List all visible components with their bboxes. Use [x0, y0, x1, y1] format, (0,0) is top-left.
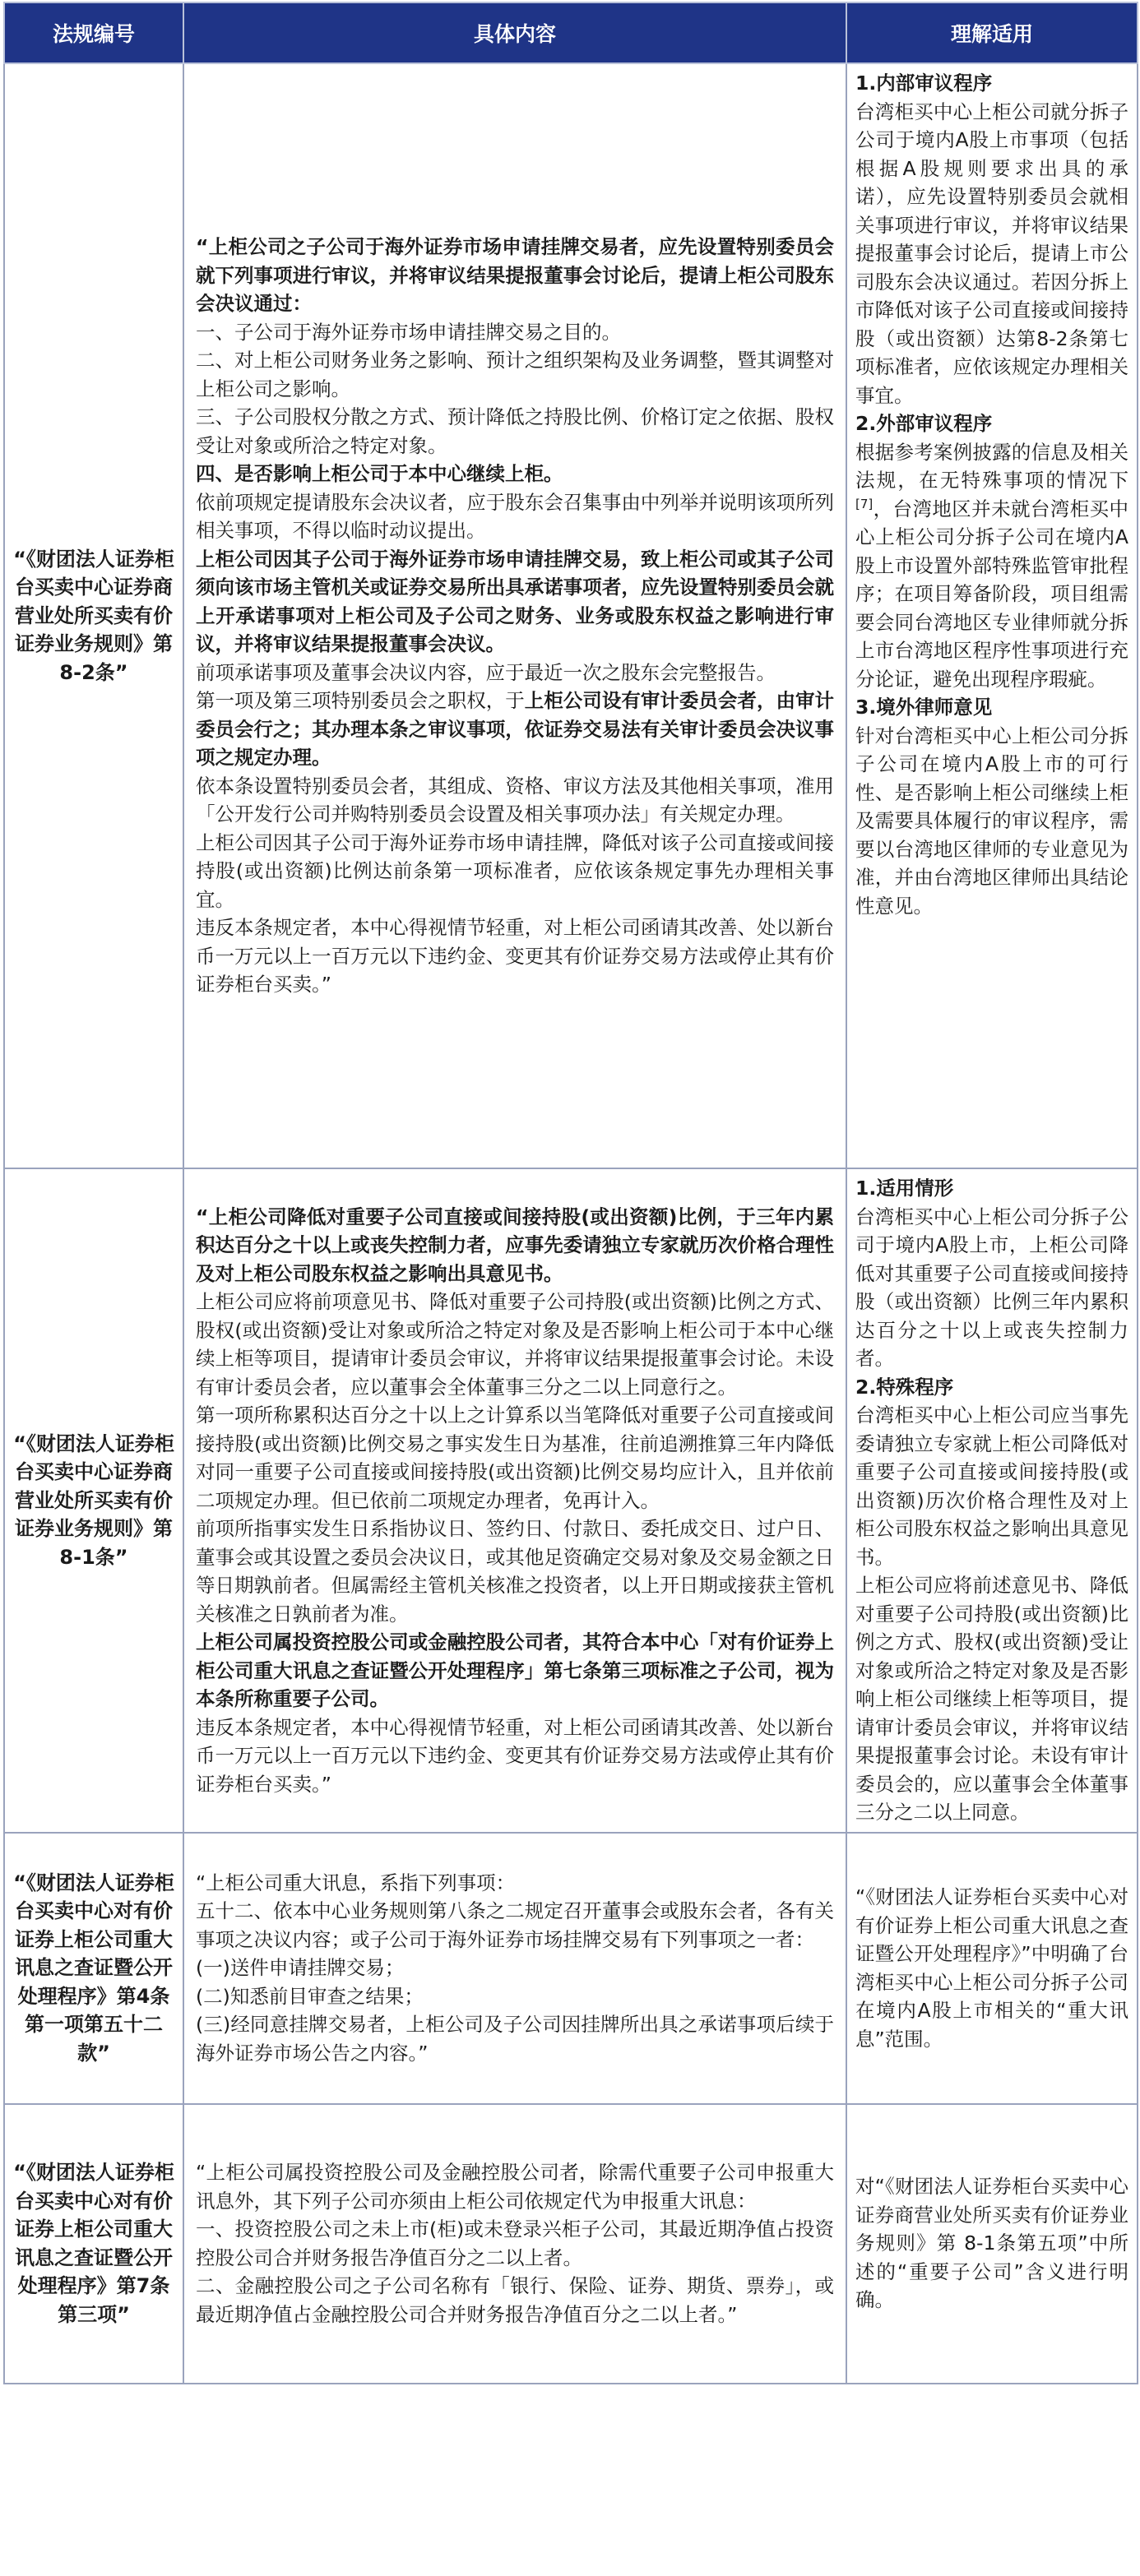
interpretation-cell [846, 63, 1138, 1168]
content-paragraph: 前项承诺事项及董事会决议内容，应于最近一次之股东会完整报告。 [196, 660, 776, 684]
footnote-ref: [7] [855, 496, 874, 511]
interpretation-cell [846, 1833, 1138, 2104]
content-cell [183, 2104, 846, 2384]
content-paragraph [196, 687, 834, 772]
table-header-row [4, 2, 1138, 63]
content-paragraph: 二、对上柜公司财务业务之影响、预计之组织架构及业务调整，暨其调整对上柜公司之影响。 [196, 349, 834, 400]
content-paragraph: 三、子公司股权分散之方式、预计降低之持股比例、价格订定之依据、股权受让对象或所洽之特定对象。 [196, 405, 834, 457]
content-paragraph: 四、是否影响上柜公司于本中心继续上柜。 [196, 462, 563, 486]
table-row [4, 63, 1138, 1168]
interpretation-cell [846, 1168, 1138, 1833]
interpretation-paragraph [855, 438, 1128, 694]
interpretation-text: 根据参考案例披露的信息及相关法规，在无特殊事项的情况下 [855, 440, 1128, 492]
content-cell [183, 1168, 846, 1833]
interpretation-text: ，台湾地区并未就台湾柜买中心上柜公司分拆子公司在境内A股上市设置外部特殊监管审批程序；在项目筹备阶段，项目组需要会同台湾地区专业律师就分拆上市台湾地区程序性事项进行充分论证，避免出现程序瑕疵。 [855, 497, 1128, 691]
law-number-cell: “《财团法人证券柜台买卖中心证券商营业处所买卖有价证券业务规则》第8-2条” [4, 63, 183, 1168]
interpretation-paragraph: 对“《财团法人证券柜台买卖中心证券商营业处所买卖有价证券业务规则》第 8-1条第五项”中所述的“重要子公司”含义进行明确。 [855, 2175, 1128, 2312]
content-cell [183, 1833, 846, 2104]
content-text: 第一项及第三项特别委员会之职权，于 [196, 689, 525, 713]
content-cell [183, 63, 846, 1168]
regulation-table-container [3, 2, 1137, 2384]
interpretation-heading: 2.特殊程序 [855, 1375, 954, 1399]
interpretation-cell [846, 2104, 1138, 2384]
header-interpretation: 理解适用 [846, 2, 1138, 63]
interpretation-paragraph: 上柜公司应将前述意见书、降低对重要子公司持股(或出资额)比例之方式、股权(或出资额)受让对象或所洽之特定对象及是否影响上柜公司继续上柜等项目，提请审计委员会审议，并将审议结果提报董事会讨论。未设有审计委员会的，应以董事会全体董事三分之二以上同意。 [855, 1574, 1128, 1824]
table-body [4, 63, 1138, 2384]
content-paragraph: 五十二、依本中心业务规则第八条之二规定召开董事会或股东会者，各有关事项之决议内容；或子公司于海外证券市场挂牌交易有下列事项之一者： [196, 1899, 834, 1951]
content-paragraph: “上柜公司属投资控股公司及金融控股公司者，除需代重要子公司申报重大讯息外，其下列子公司亦须由上柜公司依规定代为申报重大讯息： [196, 2161, 834, 2213]
content-paragraph: 前项所指事实发生日系指协议日、签约日、付款日、委托成交日、过户日、董事会或其设置之委员会决议日，或其他足资确定交易对象及交易金额之日等日期孰前者。但属需经主管机关核准之投资者，以上开日期或接获主管机关核准之日孰前者为准。 [196, 1517, 834, 1626]
content-paragraph: 上柜公司因其子公司于海外证券市场申请挂牌，降低对该子公司直接或间接持股(或出资额)比例达前条第一项标准者，应依该条规定事先办理相关事宜。 [196, 830, 834, 911]
interpretation-paragraph: 台湾柜买中心上柜公司分拆子公司于境内A股上市，上柜公司降低对其重要子公司直接或间接持股（或出资额）比例三年内累积达百分之十以上或丧失控制力者。 [855, 1205, 1128, 1370]
content-paragraph: 上柜公司因其子公司于海外证券市场申请挂牌交易，致上柜公司或其子公司须向该市场主管机关或证券交易所出具承诺事项者，应先设置特别委员会就上开承诺事项对上柜公司及子公司之财务、业务或股东权益之影响进行审议，并将审议结果提报董事会决议。 [196, 547, 834, 656]
content-paragraph: 二、金融控股公司之子公司名称有「银行、保险、证券、期货、票券」，或最近期净值占金融控股公司合并财务报告净值百分之二以上者。” [196, 2274, 834, 2326]
content-paragraph: 依本条设置特别委员会者，其组成、资格、审议方法及其他相关事项，准用「公开发行公司并购特别委员会设置及相关事项办法」有关规定办理。 [196, 774, 834, 826]
content-paragraph: (一)送件申请挂牌交易； [196, 1956, 405, 1980]
law-number-cell: “《财团法人证券柜台买卖中心对有价证券上柜公司重大讯息之查证暨公开处理程序》第7条第三项” [4, 2104, 183, 2384]
content-paragraph: 一、投资控股公司之未上市(柜)或未登录兴柜子公司，其最近期净值占投资控股公司合并财务报告净值百分之二以上者。 [196, 2218, 834, 2269]
content-paragraph: “上柜公司之子公司于海外证券市场申请挂牌交易者，应先设置特别委员会就下列事项进行审议，并将审议结果提报董事会讨论后，提请上柜公司股东会决议通过： [196, 235, 834, 316]
regulation-table [3, 2, 1138, 2384]
content-paragraph: (三)经同意挂牌交易者，上柜公司及子公司因挂牌所出具之承诺事项后续于海外证券市场公告之内容。” [196, 2013, 834, 2065]
interpretation-paragraph: “《财团法人证券柜台买卖中心对有价证券上柜公司重大讯息之查证暨公开处理程序》”中明确了台湾柜买中心上柜公司分拆子公司在境内A股上市相关的“重大讯息”范围。 [855, 1885, 1128, 2051]
content-paragraph: 违反本条规定者，本中心得视情节轻重，对上柜公司函请其改善、处以新台币一万元以上一百万元以下违约金、变更其有价证券交易方法或停止其有价证券柜台买卖。” [196, 1715, 834, 1796]
interpretation-heading: 3.境外律师意见 [855, 696, 993, 719]
interpretation-heading: 1.适用情形 [855, 1177, 954, 1200]
interpretation-heading: 1.内部审议程序 [855, 72, 993, 95]
content-paragraph: 第一项所称累积达百分之十以上之计算系以当笔降低对重要子公司直接或间接持股(或出资额)比例交易之事实发生日为基准，往前追溯推算三年内降低对同一重要子公司直接或间接持股(或出资额)比例交易均应计入，且并依前二项规定办理。但已依前二项规定办理者，免再计入。 [196, 1404, 834, 1512]
interpretation-heading: 2.外部审议程序 [855, 412, 993, 435]
content-text-bold: 上柜公司设有审计委员会者，由审计委员会行之；其办理本条之审议事项，依证券交易法有关审计委员会决议事项之规定办理。 [196, 689, 834, 770]
header-content: 具体内容 [183, 2, 846, 63]
interpretation-paragraph: 台湾柜买中心上柜公司就分拆子公司于境内A股上市事项（包括根据A股规则要求出具的承诺），应先设置特别委员会就相关事项进行审议，并将审议结果提报董事会讨论后，提请上市公司股东会决议通过。若因分拆上市降低对该子公司直接或间接持股（或出资额）达第8-2条第七项标准者，应依该规定办理相关事宜。 [855, 99, 1128, 407]
law-number-cell: “《财团法人证券柜台买卖中心对有价证券上柜公司重大讯息之查证暨公开处理程序》第4条第一项第五十二款” [4, 1833, 183, 2104]
content-paragraph: “上柜公司重大讯息，系指下列事项： [196, 1871, 516, 1894]
header-law-number: 法规编号 [4, 2, 183, 63]
content-paragraph: 上柜公司应将前项意见书、降低对重要子公司持股(或出资额)比例之方式、股权(或出资额)受让对象或所洽之特定对象及是否影响上柜公司于本中心继续上柜等项目，提请审计委员会审议，并将审议结果提报董事会讨论。未设有审计委员会者，应以董事会全体董事三分之二以上同意行之。 [196, 1290, 834, 1399]
content-paragraph: 上柜公司属投资控股公司或金融控股公司者，其符合本中心「对有价证券上柜公司重大讯息之查证暨公开处理程序」第七条第三项标准之子公司，视为本条所称重要子公司。 [196, 1630, 834, 1710]
content-paragraph: (二)知悉前目审查之结果； [196, 1984, 424, 2008]
content-paragraph: 依前项规定提请股东会决议者，应于股东会召集事由中列举并说明该项所列相关事项，不得以临时动议提出。 [196, 490, 834, 543]
table-row [4, 1833, 1138, 2104]
table-row [4, 1168, 1138, 1833]
interpretation-paragraph: 台湾柜买中心上柜公司应当事先委请独立专家就上柜公司降低对重要子公司直接或间接持股(或出资额)历次价格合理性及对上柜公司股东权益之影响出具意见书。 [855, 1404, 1128, 1569]
content-paragraph: “上柜公司降低对重要子公司直接或间接持股(或出资额)比例，于三年内累积达百分之十以上或丧失控制力者，应事先委请独立专家就历次价格合理性及对上柜公司股东权益之影响出具意见书。 [196, 1205, 834, 1285]
content-paragraph: 一、子公司于海外证券市场申请挂牌交易之目的。 [196, 320, 621, 344]
interpretation-paragraph: 针对台湾柜买中心上柜公司分拆子公司在境内A股上市的可行性、是否影响上柜公司继续上柜及需要具体履行的审议程序，需要以台湾地区律师的专业意见为准，并由台湾地区律师出具结论性意见。 [855, 724, 1128, 918]
table-row [4, 2104, 1138, 2384]
law-number-cell: “《财团法人证券柜台买卖中心证券商营业处所买卖有价证券业务规则》第8-1条” [4, 1168, 183, 1833]
content-paragraph: 违反本条规定者，本中心得视情节轻重，对上柜公司函请其改善、处以新台币一万元以上一百万元以下违约金、变更其有价证券交易方法或停止其有价证券柜台买卖。” [196, 916, 834, 997]
